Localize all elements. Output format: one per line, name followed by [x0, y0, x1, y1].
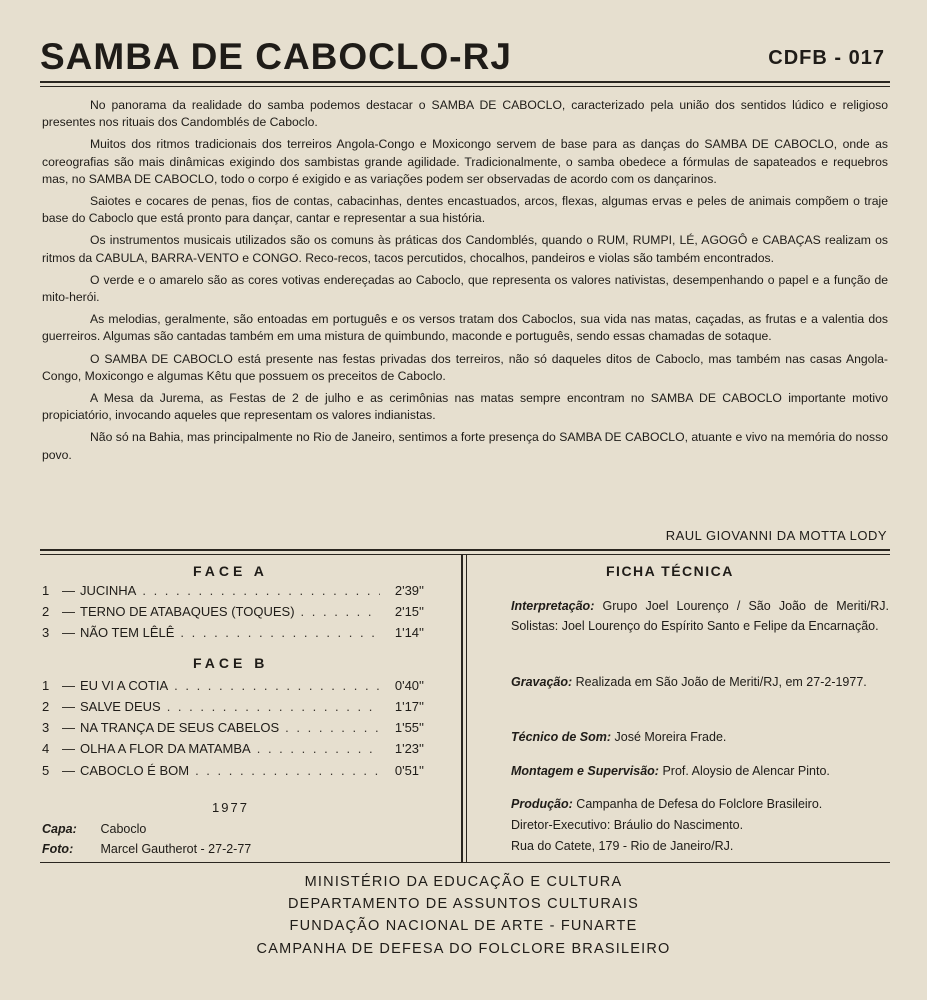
track-duration: 1'17'': [394, 699, 424, 714]
header-rule-thin: [40, 86, 890, 87]
track-row: [42, 625, 424, 645]
track-name: JUCINHA: [80, 583, 137, 598]
interpretation-value: Grupo Joel Lourenço / São João de Meriti/RJ. Solistas: Joel Lourenço do Espírito Santo e Felipe da Encarnação.: [511, 599, 889, 633]
track-dash: —: [62, 699, 75, 714]
track-dash: —: [62, 583, 75, 598]
interpretation-credit: [511, 597, 889, 636]
dot-leader: [257, 741, 380, 756]
technical-sheet-heading: FICHA TÉCNICA: [606, 563, 734, 579]
track-dash: —: [62, 763, 75, 778]
release-year: 1977: [212, 800, 249, 815]
production-credit: [511, 795, 889, 815]
cover-credit-label: Capa:: [42, 822, 77, 836]
recording-credit: [511, 673, 889, 693]
essay-paragraph: Saiotes e cocares de penas, fios de contas, cabacinhas, dentes encastuados, arcos, flexas, algumas ervas e peles de animais compõem o traje base do Caboclo que está pronto para dançar, cantar e representar a sua história.: [42, 194, 888, 226]
track-duration: 0'51'': [394, 763, 424, 778]
track-name: SALVE DEUS: [80, 699, 161, 714]
face-b-heading: FACE B: [193, 655, 269, 671]
track-row: [42, 678, 424, 698]
track-number: 2: [42, 699, 50, 714]
essay-paragraph: Muitos dos ritmos tradicionais dos terreiros Angola-Congo e Moxicongo servem de base para as danças do SAMBA DE CABOCLO, onde as coreografias são mais dinâmicas exigindo dos sambistas grande agilidade. Tradicionalmente, o samba obedece a fórmulas de sapateados e requebros mas, no SAMBA DE CABOCLO, todo o corpo é exigido e as variações podem ser observadas de acordo com os dançarinos.: [42, 137, 888, 186]
essay-paragraph: As melodias, geralmente, são entoadas em português e os versos tratam dos Caboclos, sua vida nas matas, caçadas, as frutas e a valentia dos guerreiros. Algumas são cantadas também em uma mistura de quimbundo, maconde e português, sendo essas chamadas de sotaque.: [42, 312, 888, 344]
track-dash: —: [62, 741, 75, 756]
track-dash: —: [62, 720, 75, 735]
cover-credit-value: Caboclo: [100, 822, 147, 836]
dot-leader: [180, 625, 380, 640]
track-row: [42, 741, 424, 761]
essay-author: RAUL GIOVANNI DA MOTTA LODY: [665, 528, 887, 543]
cover-credit: [42, 822, 146, 836]
catalog-code: CDFB - 017: [768, 47, 885, 69]
editing-value: Prof. Aloysio de Alencar Pinto.: [662, 764, 830, 778]
sound-tech-value: José Moreira Frade.: [614, 730, 727, 744]
essay-paragraph: Não só na Bahia, mas principalmente no Rio de Janeiro, sentimos a forte presença do SAMBA DE CABOCLO, atuante e vivo na memória do nosso povo.: [42, 430, 888, 462]
face-a-heading: FACE A: [193, 563, 268, 579]
track-number: 4: [42, 741, 50, 756]
track-name: OLHA A FLOR DA MATAMBA: [80, 741, 251, 756]
track-row: [42, 604, 424, 624]
header-rule: [40, 81, 890, 83]
track-number: 1: [42, 583, 50, 598]
essay-paragraph: A Mesa da Jurema, as Festas de 2 de julho e as cerimônias nas matas sempre encontram no SAMBA DE CABOCLO importante motivo propiciatório, invocando aqueles que representam os valores indianistas.: [42, 391, 888, 423]
track-row: [42, 583, 424, 603]
track-duration: 1'55'': [394, 720, 424, 735]
track-name: NA TRANÇA DE SEUS CABELOS: [80, 720, 280, 735]
photo-credit-value: Marcel Gautherot - 27-2-77: [100, 842, 252, 856]
dot-leader: [301, 604, 380, 619]
editing-credit: [511, 762, 889, 782]
track-duration: 2'15'': [394, 604, 424, 619]
essay-paragraph: Os instrumentos musicais utilizados são os comuns às práticas dos Candomblés, quando o RUM, RUMPI, LÉ, AGOGÔ e CABAÇAS realizam os ritmos da CABULA, BARRA-VENTO e CONGO. Reco-recos, tacos percutidos, chocalhos, pandeiros e violas são também encontrados.: [42, 233, 888, 265]
ministry-line: MINISTÉRIO DA EDUCAÇÃO E CULTURA: [304, 874, 623, 890]
track-dash: —: [62, 625, 75, 640]
recording-label: Gravação:: [511, 675, 573, 689]
section-rule-thin: [40, 554, 890, 555]
track-dash: —: [62, 678, 75, 693]
track-row: [42, 763, 424, 783]
production-value: Campanha de Defesa do Folclore Brasileiro.: [576, 797, 823, 811]
track-row: [42, 720, 424, 740]
track-name: TERNO DE ATABAQUES (TOQUES): [80, 604, 295, 619]
production-label: Produção:: [511, 797, 573, 811]
campaign-line: CAMPANHA DE DEFESA DO FOLCLORE BRASILEIRO: [256, 941, 671, 957]
track-name: EU VI A COTIA: [80, 678, 169, 693]
track-dash: —: [62, 604, 75, 619]
track-duration: 0'40'': [394, 678, 424, 693]
dot-leader: [285, 720, 380, 735]
column-divider: [461, 554, 463, 862]
photo-credit-label: Foto:: [42, 842, 74, 856]
track-number: 2: [42, 604, 50, 619]
dot-leader: [142, 583, 380, 598]
sound-tech-label: Técnico de Som:: [511, 730, 612, 744]
track-number: 1: [42, 678, 50, 693]
track-duration: 2'39'': [394, 583, 424, 598]
photo-credit: [42, 842, 251, 856]
track-name: CABOCLO É BOM: [80, 763, 190, 778]
interpretation-label: Interpretação:: [511, 599, 595, 613]
address: Rua do Catete, 179 - Rio de Janeiro/RJ.: [511, 839, 734, 853]
track-number: 5: [42, 763, 50, 778]
essay-paragraph: O SAMBA DE CABOCLO está presente nas festas privadas dos terreiros, não só daqueles ditos de Caboclo, mas também nas casas Angola-Congo, Moxicongo e algumas Kêtu que possuem os preceitos de Caboclo.: [42, 351, 888, 383]
track-number: 3: [42, 720, 50, 735]
track-name: NÃO TEM LÊLÊ: [80, 625, 175, 640]
section-rule: [40, 549, 890, 551]
dot-leader: [167, 699, 380, 714]
sound-tech-credit: [511, 728, 889, 748]
dot-leader: [174, 678, 380, 693]
director-credit: Diretor-Executivo: Bráulio do Nascimento.: [511, 818, 744, 832]
liner-notes: [42, 97, 888, 469]
track-number: 3: [42, 625, 50, 640]
track-duration: 1'14'': [394, 625, 424, 640]
dot-leader: [195, 763, 380, 778]
album-title: SAMBA DE CABOCLO-RJ: [40, 36, 512, 77]
essay-paragraph: No panorama da realidade do samba podemos destacar o SAMBA DE CABOCLO, caracterizado pela união dos sentidos lúdico e religioso presentes nos rituais dos Candomblés de Caboclo.: [42, 98, 888, 130]
column-divider-thin: [466, 554, 467, 862]
foundation-line: FUNDAÇÃO NACIONAL DE ARTE - FUNARTE: [289, 918, 638, 934]
recording-value: Realizada em São João de Meriti/RJ, em 27-2-1977.: [575, 675, 867, 689]
essay-paragraph: O verde e o amarelo são as cores votivas endereçadas ao Caboclo, que representa os valores nativistas, desempenhando o papel e a função de mito-herói.: [42, 272, 888, 305]
bottom-rule: [40, 862, 890, 863]
track-duration: 1'23'': [394, 741, 424, 756]
editing-label: Montagem e Supervisão:: [511, 764, 659, 778]
department-line: DEPARTAMENTO DE ASSUNTOS CULTURAIS: [288, 896, 639, 912]
track-row: [42, 699, 424, 719]
